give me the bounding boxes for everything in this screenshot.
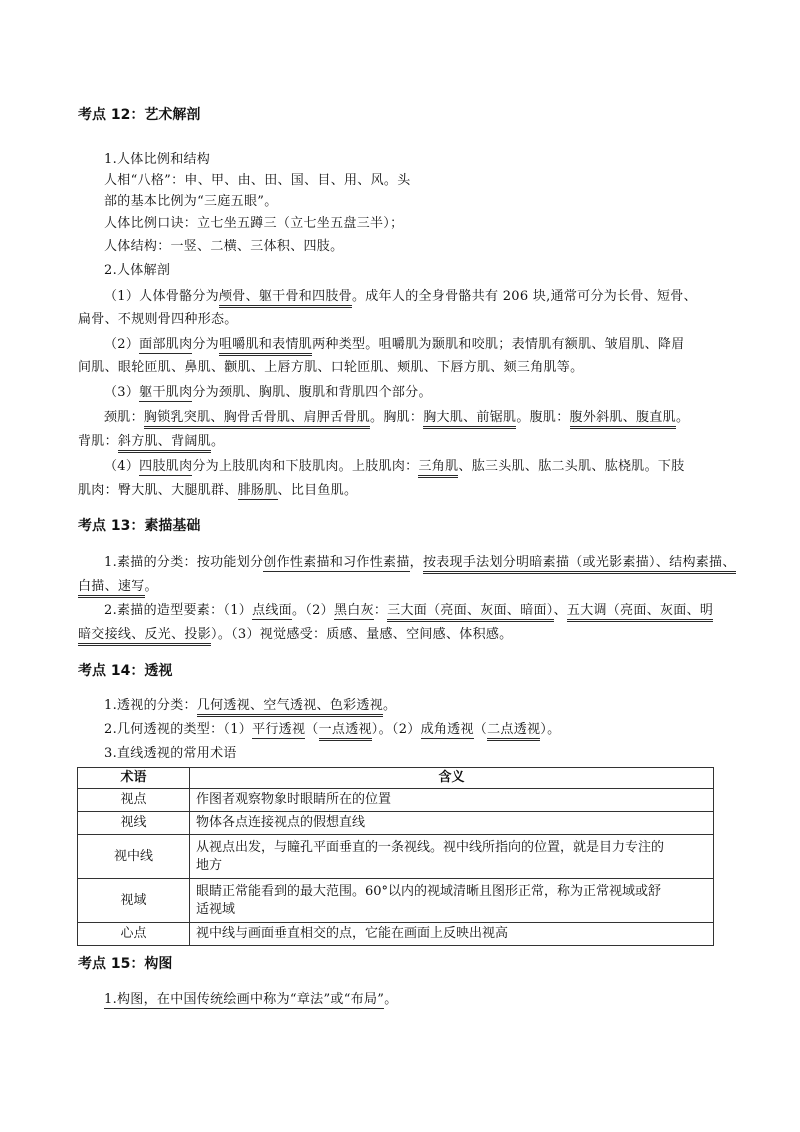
s12-trunk-paragraph-line-3 bbox=[78, 433, 224, 451]
text: （4） bbox=[104, 459, 140, 474]
definition-cell bbox=[190, 879, 714, 923]
text: 。 bbox=[675, 410, 690, 425]
s12-face-paragraph-line-2: 间肌、眼轮匝肌、鼻肌、颧肌、上唇方肌、口轮匝肌、颊肌、下唇方肌、颏三角肌等。 bbox=[78, 360, 584, 375]
underlined-term: 一点透视 bbox=[319, 722, 372, 741]
text: 背肌： bbox=[78, 434, 118, 449]
table-row bbox=[78, 879, 714, 923]
definition-text: 地方 bbox=[196, 857, 223, 873]
section-14-heading: 考点 14：透视 bbox=[78, 663, 173, 679]
section-13-heading: 考点 13：素描基础 bbox=[78, 518, 201, 534]
underlined-term: 按表现手法划分明暗素描（或光影素描）、结构素描、 bbox=[423, 555, 736, 574]
underlined-term: 点线面 bbox=[252, 603, 292, 618]
text: 。 bbox=[211, 434, 225, 449]
text: （ bbox=[305, 722, 319, 737]
text: ， bbox=[409, 555, 423, 570]
text: 。（2） bbox=[291, 603, 334, 618]
section-12-heading: 考点 12：艺术解剖 bbox=[78, 107, 201, 123]
underlined-term: 成角透视 bbox=[420, 722, 474, 737]
s12-limb-paragraph-line-1 bbox=[104, 458, 685, 476]
text: 、肱三头肌、肱二头肌、肱桡肌。下肢 bbox=[458, 459, 685, 474]
term-cell: 视点 bbox=[78, 789, 190, 812]
text: 分为 bbox=[192, 337, 219, 352]
s12-trunk-paragraph-line-2 bbox=[104, 409, 689, 427]
s12-line-2: 人相“八格”：申、甲、由、田、国、目、用、风。头 bbox=[104, 173, 411, 188]
text: （ bbox=[473, 722, 488, 737]
underlined-term: 几何透视、空气透视、色彩透视 bbox=[197, 698, 383, 717]
text: 、比目鱼肌。 bbox=[277, 483, 358, 498]
text: 分为颈肌、胸肌、腹肌和背肌四个部分。 bbox=[192, 385, 432, 400]
text: 肌肉：臀大肌、大腿肌群、 bbox=[78, 483, 238, 498]
underlined-term: 黑白灰 bbox=[333, 603, 374, 618]
term-cell: 视线 bbox=[78, 812, 190, 835]
text: ）。 bbox=[540, 722, 561, 737]
s12-line-4: 人体比例口诀：立七坐五蹲三（立七坐五盘三半）； bbox=[104, 216, 404, 231]
perspective-terms-table bbox=[77, 767, 714, 946]
text: ）。（2） bbox=[371, 722, 421, 737]
definition-text: 物体各点连接视点的假想直线 bbox=[196, 815, 366, 830]
underlined-term: 三大面（亮面、灰面、暗面） bbox=[387, 603, 553, 622]
definition-cell bbox=[190, 923, 714, 946]
definition-text: 适视域 bbox=[196, 901, 236, 917]
s13-elements-line-1 bbox=[104, 602, 713, 620]
underlined-term: 腓肠肌 bbox=[237, 483, 278, 498]
text: 2.素描的造型要素：（1） bbox=[104, 603, 253, 618]
table-row bbox=[78, 923, 714, 946]
text: （2） bbox=[104, 337, 140, 352]
s12-limb-paragraph-line-2 bbox=[78, 482, 357, 500]
underlined-term: 白描、速写 bbox=[78, 579, 145, 598]
s15-composition-line bbox=[104, 991, 398, 1009]
s12-trunk-paragraph-line-1 bbox=[104, 384, 432, 402]
underlined-term: 三角肌 bbox=[418, 459, 458, 478]
table-row bbox=[78, 812, 714, 835]
table-row bbox=[78, 835, 714, 879]
s12-line-6: 2.人体解剖 bbox=[104, 263, 171, 278]
underlined-term: 颅骨、躯干骨和四肢骨 bbox=[219, 289, 352, 308]
text: （3） bbox=[104, 385, 140, 400]
table-row bbox=[78, 789, 714, 812]
text: （1）人体骨骼分为 bbox=[104, 289, 219, 304]
s12-line-5: 人体结构：一竖、二横、三体积、四肢。 bbox=[104, 239, 344, 254]
underlined-term: 1.构图，在中国传统绘画中称为“章法”或“布局” bbox=[104, 992, 385, 1007]
definition-cell bbox=[190, 812, 714, 835]
underlined-term: 腹外斜肌、腹直肌 bbox=[570, 410, 676, 429]
header-meaning: 含义 bbox=[190, 768, 714, 789]
underlined-term: 暗交接线、反光、投影 bbox=[78, 627, 211, 646]
text: 。腹肌： bbox=[516, 410, 570, 425]
underlined-term: 五大调（亮面、灰面、明 bbox=[567, 603, 713, 622]
section-15-heading: 考点 15：构图 bbox=[78, 956, 173, 972]
definition-text: 作图者观察物象时眼睛所在的位置 bbox=[196, 792, 392, 807]
text: 1.素描的分类：按功能划分 bbox=[104, 555, 264, 570]
s14-classification-line bbox=[104, 697, 396, 715]
underlined-term: 斜方肌、背阔肌 bbox=[118, 434, 211, 453]
text: 颈肌： bbox=[104, 410, 144, 425]
text: 。成年人的全身骨骼共有 206 块,通常可分为长骨、短骨、 bbox=[352, 289, 697, 304]
definition-cell bbox=[190, 835, 714, 879]
text: 两种类型。咀嚼肌为颞肌和咬肌；表情肌有额肌、皱眉肌、降眉 bbox=[312, 337, 685, 352]
s14-types-line bbox=[104, 721, 560, 739]
underlined-term: 四肢肌肉 bbox=[139, 459, 193, 474]
definition-text: 视中线与画面垂直相交的点，它能在画面上反映出视高 bbox=[196, 926, 509, 941]
underlined-term: 创作性素描和习作性素描 bbox=[263, 555, 410, 570]
s13-classification-line-2 bbox=[78, 578, 158, 596]
definition-text: 眼睛正常能看到的最大范围。60°以内的视域清晰且图形正常，称为正常视域或舒 bbox=[196, 883, 662, 899]
definition-text: 从视点出发，与瞳孔平面垂直的一条视线。视中线所指向的位置，就是目力专注的 bbox=[196, 839, 665, 855]
s12-bone-paragraph-line-1 bbox=[104, 288, 697, 306]
underlined-term: 胸大肌、前锯肌 bbox=[423, 410, 516, 429]
definition-cell bbox=[190, 789, 714, 812]
term-cell: 视域 bbox=[78, 879, 190, 923]
term-cell: 心点 bbox=[78, 923, 190, 946]
text: 2.几何透视的类型：（1） bbox=[104, 722, 253, 737]
text: 。胸肌： bbox=[370, 410, 424, 425]
s12-line-1: 1.人体比例和结构 bbox=[104, 152, 211, 167]
s13-classification-line-1 bbox=[104, 554, 736, 572]
text: 分为上肢肌肉和下肢肌肉。上肢肌肉： bbox=[192, 459, 419, 474]
text: ： bbox=[373, 603, 388, 618]
text: 1.透视的分类： bbox=[104, 698, 197, 713]
s12-line-3: 部的基本比例为“三庭五眼”。 bbox=[104, 194, 278, 209]
term-cell: 视中线 bbox=[78, 835, 190, 879]
text: 、 bbox=[553, 603, 567, 618]
text: 。 bbox=[383, 698, 397, 713]
underlined-term: 躯干肌肉 bbox=[139, 385, 193, 400]
header-term: 术语 bbox=[78, 768, 190, 789]
s12-bone-paragraph-line-2: 扁骨、不规则骨四种形态。 bbox=[78, 312, 238, 327]
underlined-term: 胸锁乳突肌、胸骨舌骨肌、肩胛舌骨肌 bbox=[144, 410, 370, 429]
underlined-term: 咀嚼肌和表情肌 bbox=[219, 337, 312, 356]
underlined-term: 二点透视 bbox=[487, 722, 540, 741]
text: 。 bbox=[384, 992, 398, 1007]
s13-elements-line-2 bbox=[78, 626, 513, 644]
underlined-term: 平行透视 bbox=[252, 722, 306, 737]
table-header-row bbox=[78, 768, 714, 789]
s14-terms-caption: 3.直线透视的常用术语 bbox=[104, 746, 237, 761]
text: 。 bbox=[144, 579, 158, 594]
underlined-term: 面部肌肉 bbox=[139, 337, 193, 352]
text: ）。（3）视觉感受：质感、量感、空间感、体积感。 bbox=[211, 627, 513, 642]
s12-face-paragraph-line-1 bbox=[104, 336, 685, 354]
